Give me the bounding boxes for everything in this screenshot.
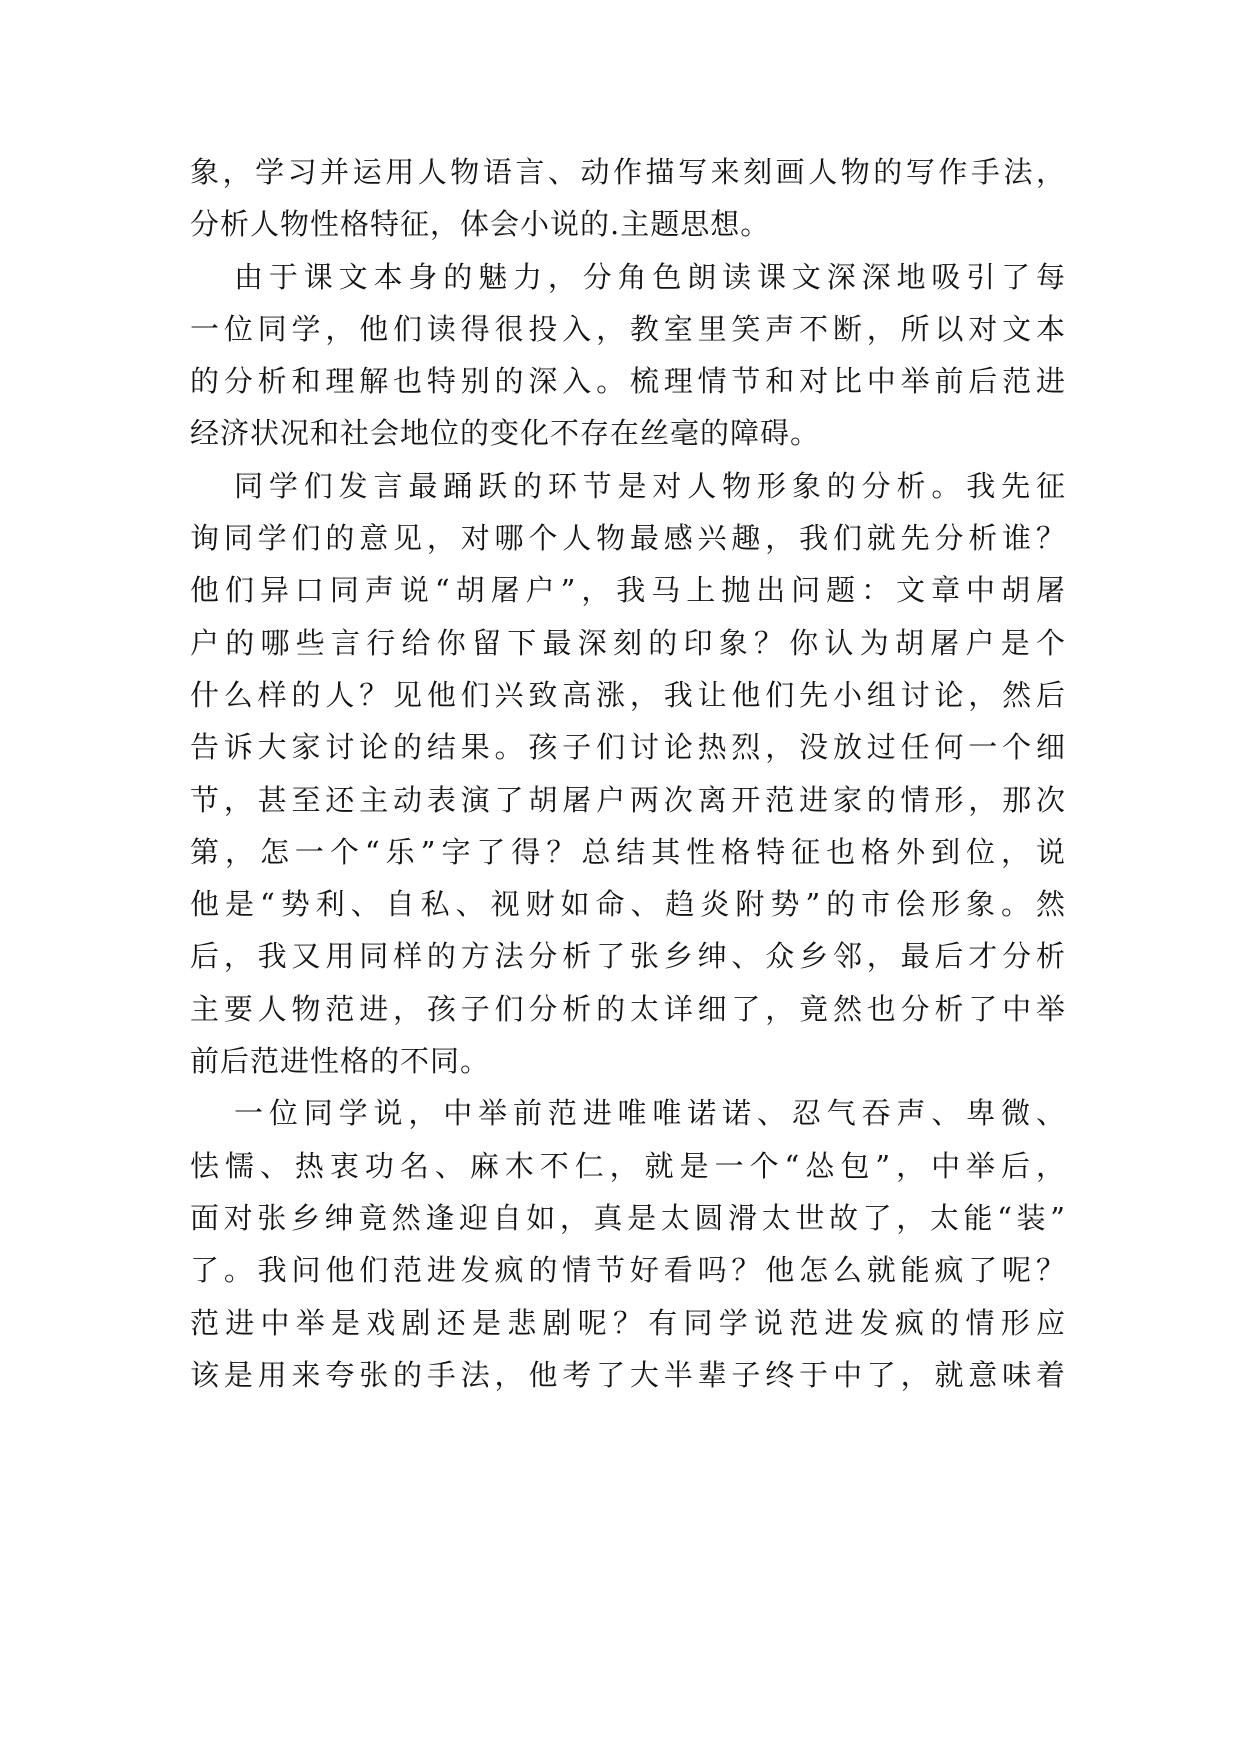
paragraph	[190, 460, 1066, 1088]
text-line: 经济状况和社会地位的变化不存在丝毫的障碍。	[190, 416, 821, 451]
text-line: 由于课文本身的魅力，分角色朗读课文深深地吸引了每	[234, 259, 1066, 294]
text-line: 户的哪些言行给你留下最深刻的印象？你认为胡屠户是个	[190, 625, 1066, 660]
text-line: 的分析和理解也特别的深入。梳理情节和对比中举前后范进	[190, 364, 1066, 399]
text-line: 范进中举是戏剧还是悲剧呢？有同学说范进发疯的情形应	[190, 1305, 1066, 1340]
text-line: 了。我问他们范进发疯的情节好看吗？他怎么就能疯了呢？	[190, 1253, 1066, 1288]
text-line: 该是用来夸张的手法，他考了大半辈子终于中了，就意味着	[190, 1357, 1066, 1392]
text-line: 他是“势利、自私、视财如命、趋炎附势”的市侩形象。然	[190, 887, 1066, 922]
text-line: 后，我又用同样的方法分析了张乡绅、众乡邻，最后才分析	[190, 939, 1066, 974]
text-line: 分析人物性格特征，体会小说的.主题思想。	[190, 207, 771, 242]
paragraph	[190, 1087, 1066, 1401]
text-line: 第，怎一个“乐”字了得？总结其性格特征也格外到位，说	[190, 834, 1066, 869]
text-line: 什么样的人？见他们兴致高涨，我让他们先小组讨论，然后	[190, 677, 1066, 712]
text-line: 告诉大家讨论的结果。孩子们讨论热烈，没放过任何一个细	[190, 730, 1066, 765]
text-line: 怯懦、热衷功名、麻木不仁，就是一个“怂包”，中举后，	[190, 1148, 1066, 1183]
text-line: 一位同学，他们读得很投入，教室里笑声不断，所以对文本	[190, 311, 1066, 346]
text-line: 面对张乡绅竟然逢迎自如，真是太圆滑太世故了，太能“装”	[190, 1200, 1066, 1235]
body-text	[190, 146, 1066, 1401]
paragraph	[190, 146, 1066, 251]
text-line: 询同学们的意见，对哪个人物最感兴趣，我们就先分析谁？	[190, 521, 1066, 556]
text-line: 象，学习并运用人物语言、动作描写来刻画人物的写作手法，	[190, 155, 1066, 189]
paragraph	[190, 251, 1066, 460]
text-line: 同学们发言最踊跃的环节是对人物形象的分析。我先征	[234, 468, 1066, 503]
text-line: 一位同学说，中举前范进唯唯诺诺、忍气吞声、卑微、	[234, 1096, 1066, 1131]
text-line: 节，甚至还主动表演了胡屠户两次离开范进家的情形，那次	[190, 782, 1066, 817]
text-line: 前后范进性格的不同。	[190, 1044, 491, 1079]
text-line: 主要人物范进，孩子们分析的太详细了，竟然也分析了中举	[190, 991, 1066, 1026]
text-line: 他们异口同声说“胡屠户”，我马上抛出问题：文章中胡屠	[190, 573, 1066, 608]
